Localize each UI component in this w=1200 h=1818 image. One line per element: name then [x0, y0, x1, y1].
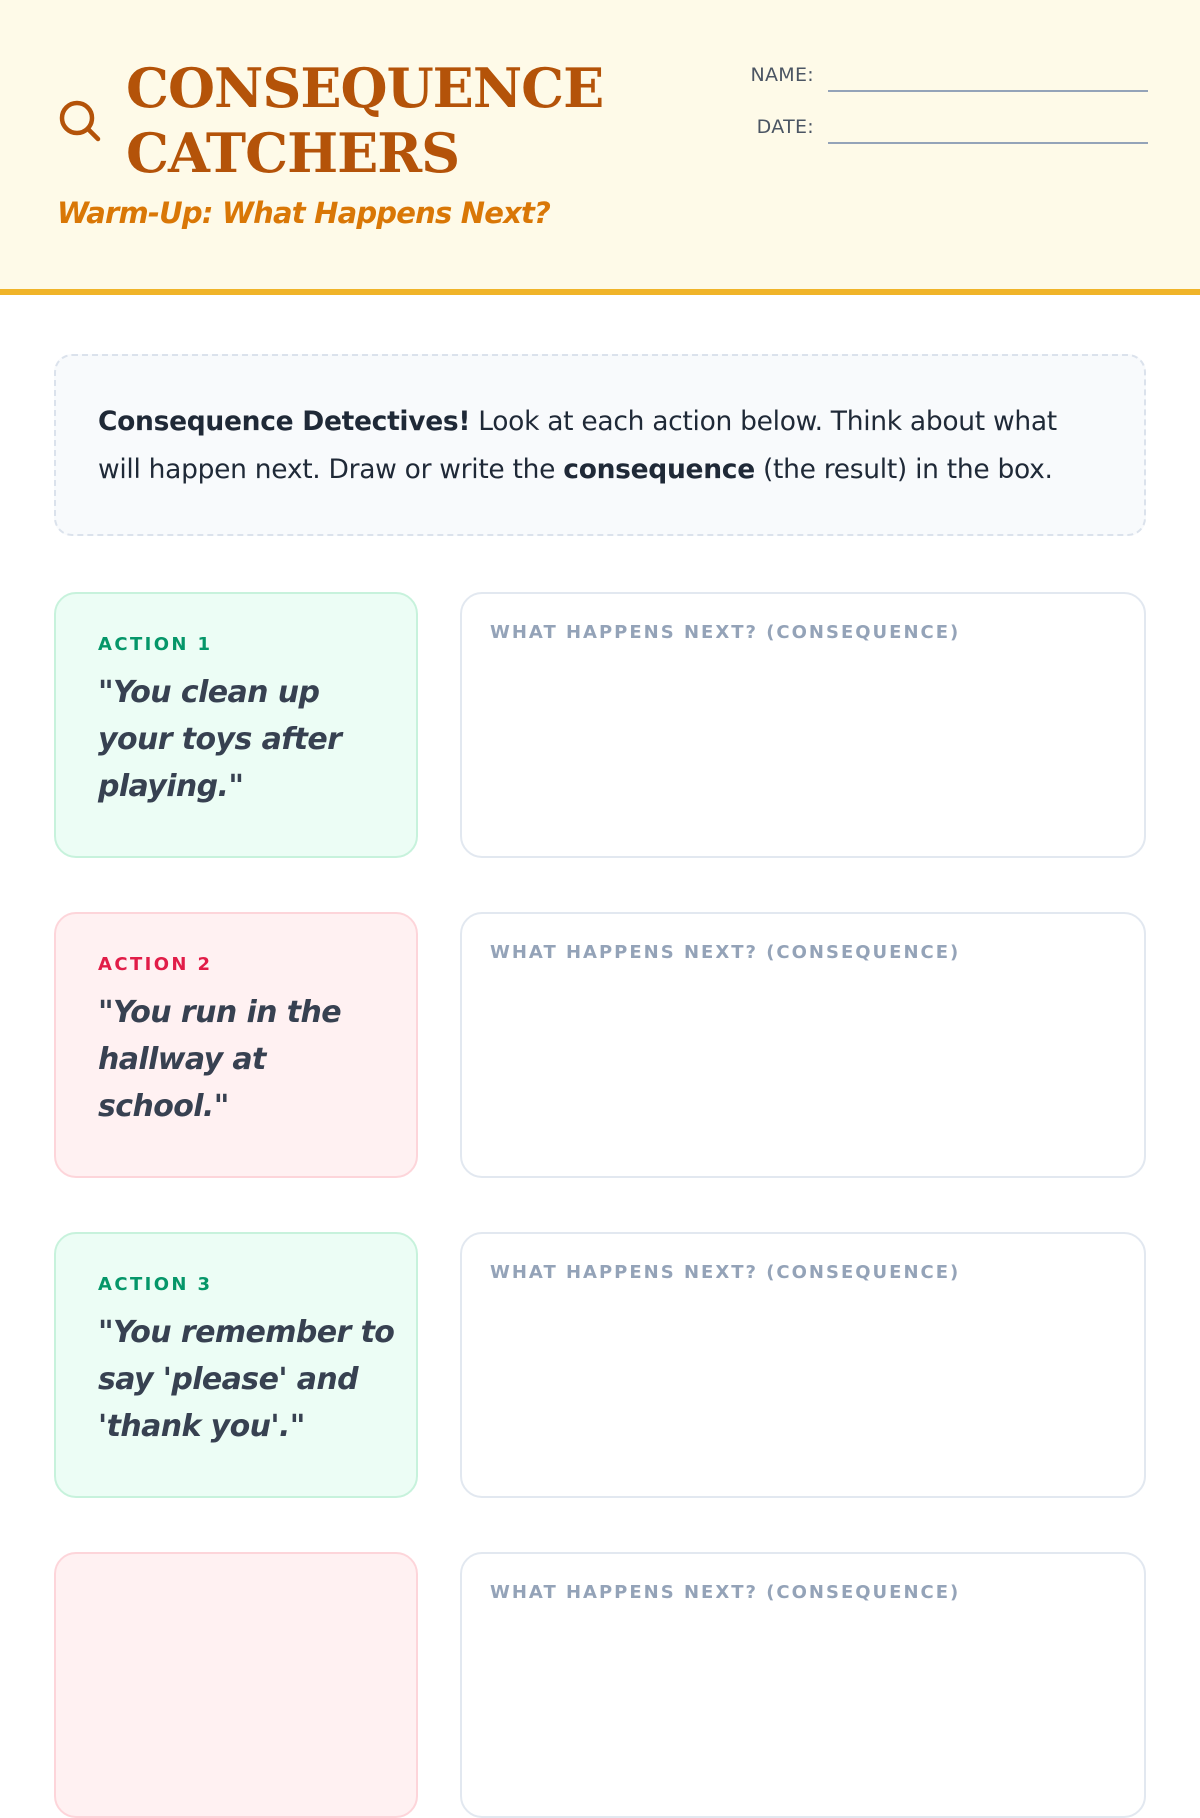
- date-label: DATE:: [756, 116, 814, 138]
- action-card: [54, 912, 418, 1178]
- name-label: NAME:: [750, 64, 814, 86]
- action-text: "You clean up your toys after playing.": [98, 675, 342, 804]
- action-card: [54, 592, 418, 858]
- name-write-line[interactable]: [828, 90, 1148, 92]
- search-icon: [56, 97, 104, 145]
- consequence-answer-box[interactable]: [460, 1232, 1146, 1498]
- date-field[interactable]: [700, 106, 1148, 146]
- action-label: ACTION 3: [98, 1274, 213, 1295]
- action-label: ACTION 2: [98, 954, 213, 975]
- consequence-label: WHAT HAPPENS NEXT? (CONSEQUENCE): [490, 622, 961, 643]
- consequence-label: WHAT HAPPENS NEXT? (CONSEQUENCE): [490, 942, 961, 963]
- consequence-answer-box[interactable]: [460, 912, 1146, 1178]
- action-label: ACTION 1: [98, 634, 213, 655]
- consequence-label: WHAT HAPPENS NEXT? (CONSEQUENCE): [490, 1262, 961, 1283]
- action-card: [54, 1232, 418, 1498]
- title-line-1: CONSEQUENCE: [126, 56, 604, 120]
- page-subtitle: Warm-Up: What Happens Next?: [57, 196, 551, 230]
- action-card: [54, 1552, 418, 1818]
- action-text: "You run in the hallway at school.": [98, 995, 341, 1124]
- name-field[interactable]: [700, 54, 1148, 94]
- page-title: [126, 56, 604, 186]
- title-line-2: CATCHERS: [126, 121, 460, 185]
- instructions-text-2: (the result) in the box.: [754, 454, 1053, 485]
- consequence-answer-box[interactable]: [460, 592, 1146, 858]
- date-write-line[interactable]: [828, 142, 1148, 144]
- worksheet-header: [0, 0, 1200, 295]
- instructions-text-1: Look at each action below. Think about what will happen next. Draw or write the: [98, 406, 1057, 485]
- instructions-box: [54, 354, 1146, 536]
- instructions-lead: Consequence Detectives!: [98, 406, 471, 437]
- action-text: "You remember to say 'please' and 'thank you'.": [98, 1315, 395, 1444]
- consequence-answer-box[interactable]: [460, 1552, 1146, 1818]
- consequence-label: WHAT HAPPENS NEXT? (CONSEQUENCE): [490, 1582, 961, 1603]
- instructions-keyword: consequence: [563, 454, 755, 485]
